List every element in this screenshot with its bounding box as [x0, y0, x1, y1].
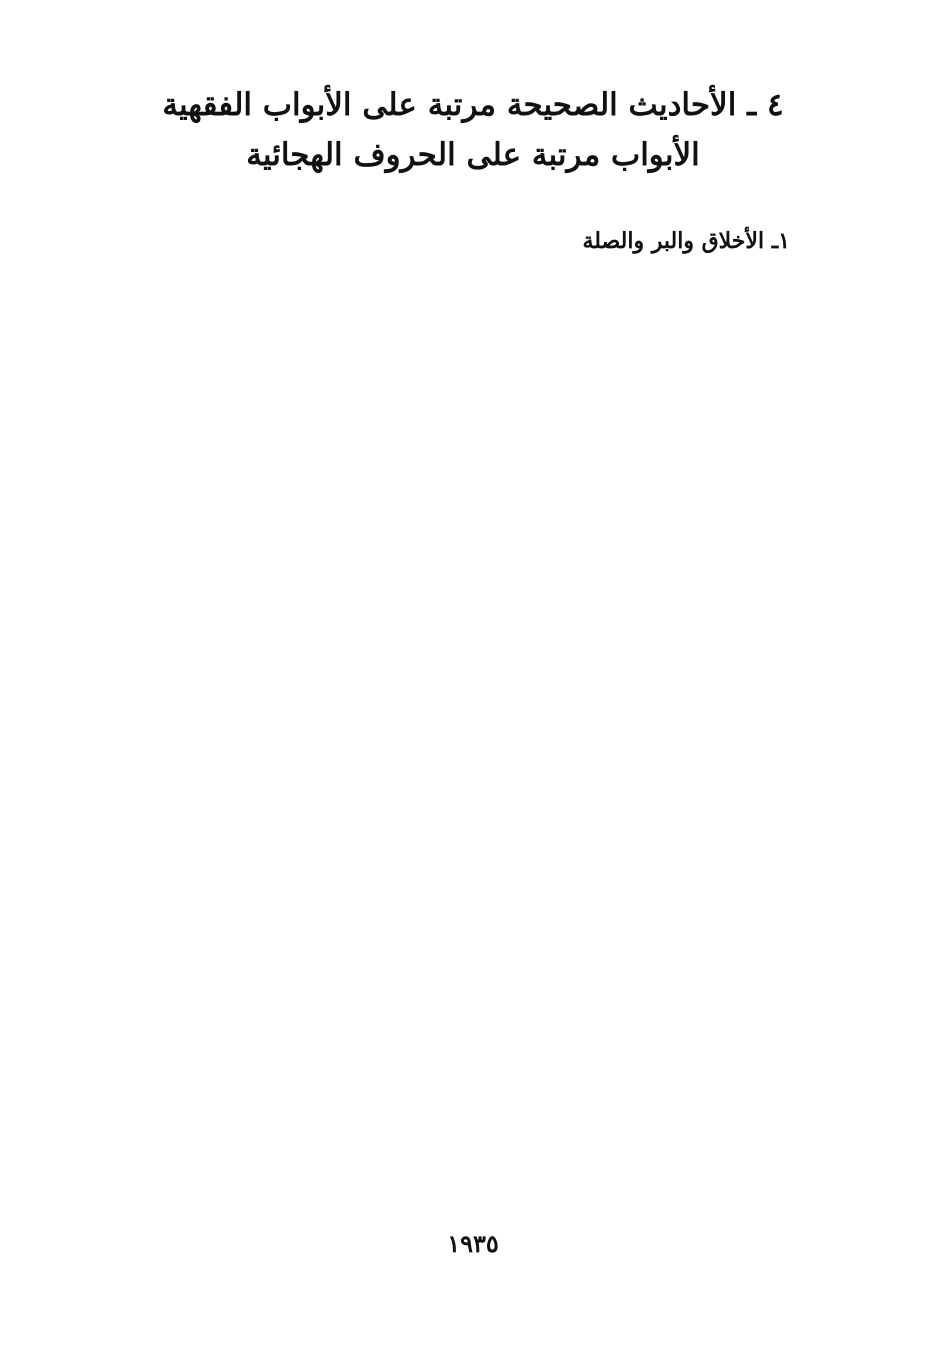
section-heading: ١ـ الأخلاق والبر والصلة	[582, 228, 790, 254]
page-number: ١٩٣٥	[447, 1229, 499, 1258]
page-title: ٤ ـ الأحاديث الصحيحة مرتبة على الأبواب الفقهية	[162, 87, 784, 123]
page-subtitle: الأبواب مرتبة على الحروف الهجائية	[246, 137, 700, 173]
